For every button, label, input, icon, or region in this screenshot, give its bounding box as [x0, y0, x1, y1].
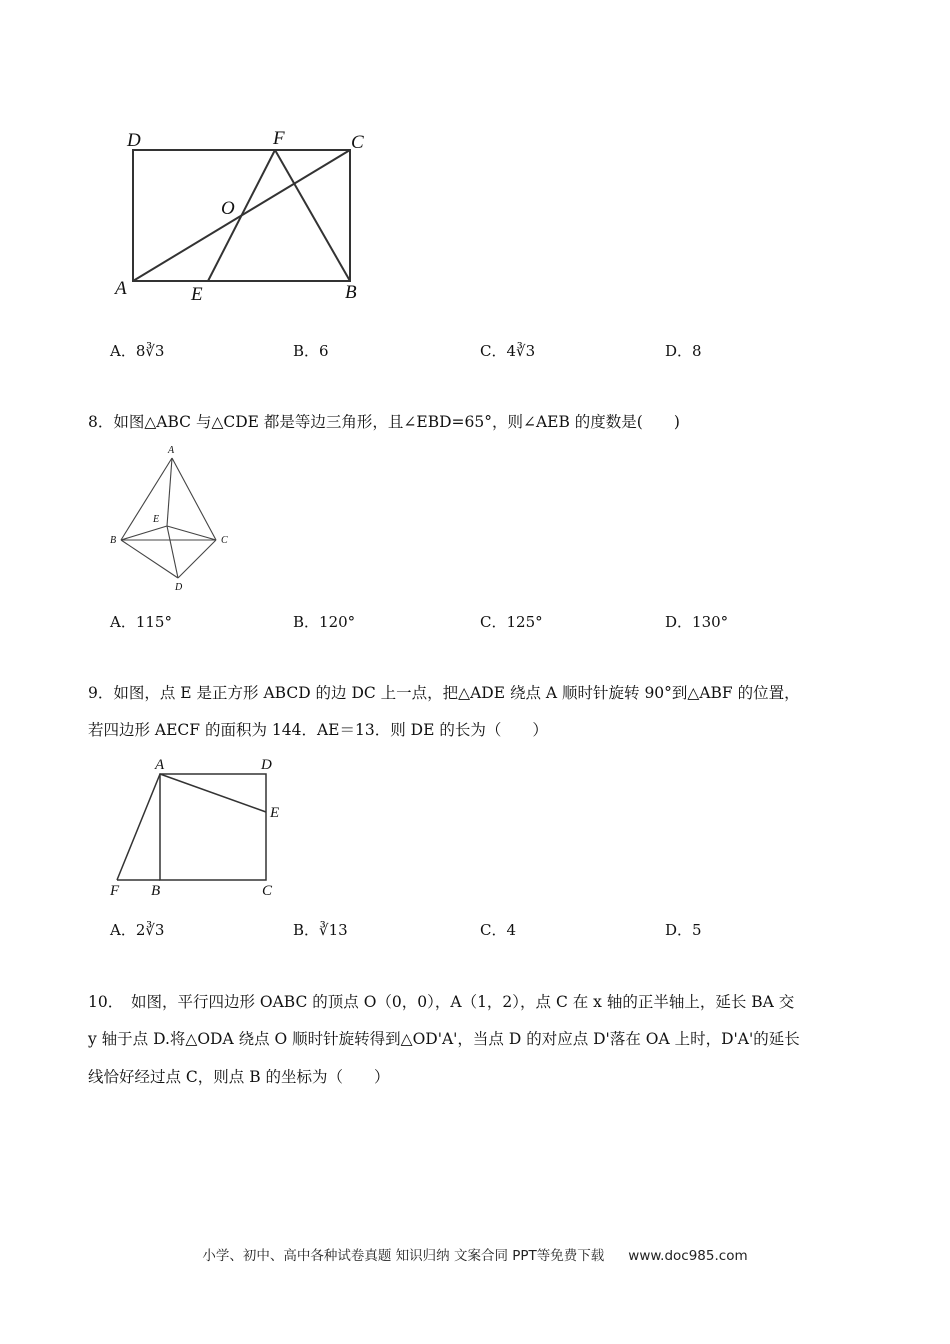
- label-b: B: [345, 282, 357, 303]
- q8-figure: [105, 440, 245, 595]
- q10-stem-line3: 线恰好经过点 C，则点 B 的坐标为（ ）: [88, 1068, 390, 1086]
- label-o: O: [221, 198, 235, 219]
- q8-option-d: D．130°: [665, 613, 729, 631]
- q7-option-c: C．4∛3: [480, 342, 536, 360]
- q7-option-b: B．6: [293, 342, 329, 360]
- q9-option-b: B．∛13: [293, 921, 348, 939]
- footer-text: 小学、初中、高中各种试卷真题 知识归纳 文案合同 PPT等免费下载: [202, 1248, 605, 1264]
- q7-option-a: A．8∛3: [110, 342, 165, 360]
- q9-option-d: D．5: [665, 921, 702, 939]
- segment-fb: [275, 150, 350, 281]
- label-a: A: [168, 445, 175, 456]
- q9-figure: [105, 750, 295, 900]
- label-b: B: [110, 535, 117, 546]
- page-footer: [0, 1244, 950, 1264]
- label-b: B: [151, 883, 161, 899]
- q9-stem-line1: 9．如图，点 E 是正方形 ABCD 的边 DC 上一点，把△ADE 绕点 A 顺时针旋转 90°到△ABF 的位置，: [88, 684, 800, 702]
- segment-ef: [208, 150, 275, 281]
- q8-option-c: C．125°: [480, 613, 543, 631]
- label-d: D: [127, 130, 141, 151]
- label-a: A: [155, 757, 165, 773]
- label-a: A: [115, 278, 127, 299]
- label-f: F: [110, 883, 120, 899]
- square-abcd: [160, 774, 266, 880]
- label-d: D: [261, 757, 272, 773]
- q9-stem-line2: 若四边形 AECF 的面积为 144．AE＝13．则 DE 的长为（ ）: [88, 721, 548, 739]
- label-c: C: [351, 132, 364, 153]
- label-e: E: [153, 514, 160, 525]
- q10-stem-line2: y 轴于点 D.将△ODA 绕点 O 顺时针旋转得到△OD'A'，当点 D 的对应点 D'落在 OA 上时，D'A'的延长: [88, 1030, 800, 1048]
- q7-option-d: D．8: [665, 342, 702, 360]
- label-c: C: [262, 883, 273, 899]
- q9-option-c: C．4: [480, 921, 517, 939]
- segment-ae: [160, 774, 266, 812]
- label-d: D: [175, 582, 183, 593]
- label-e: E: [270, 805, 280, 821]
- q7-figure: [105, 120, 385, 310]
- label-e: E: [191, 284, 203, 305]
- footer-url[interactable]: www.doc985.com: [628, 1248, 748, 1264]
- label-c: C: [221, 535, 228, 546]
- q8-stem: 8．如图△ABC 与△CDE 都是等边三角形，且∠EBD=65°，则∠AEB 的度数是( ): [88, 413, 680, 431]
- q8-option-a: A．115°: [110, 613, 172, 631]
- q10-stem-line1: 10． 如图，平行四边形 OABC 的顶点 O（0，0），A（1，2），点 C 在 x 轴的正半轴上，延长 BA 交: [88, 993, 795, 1011]
- q9-option-a: A．2∛3: [110, 921, 165, 939]
- segment-af: [117, 774, 160, 880]
- q8-option-b: B．120°: [293, 613, 356, 631]
- label-f: F: [273, 128, 285, 149]
